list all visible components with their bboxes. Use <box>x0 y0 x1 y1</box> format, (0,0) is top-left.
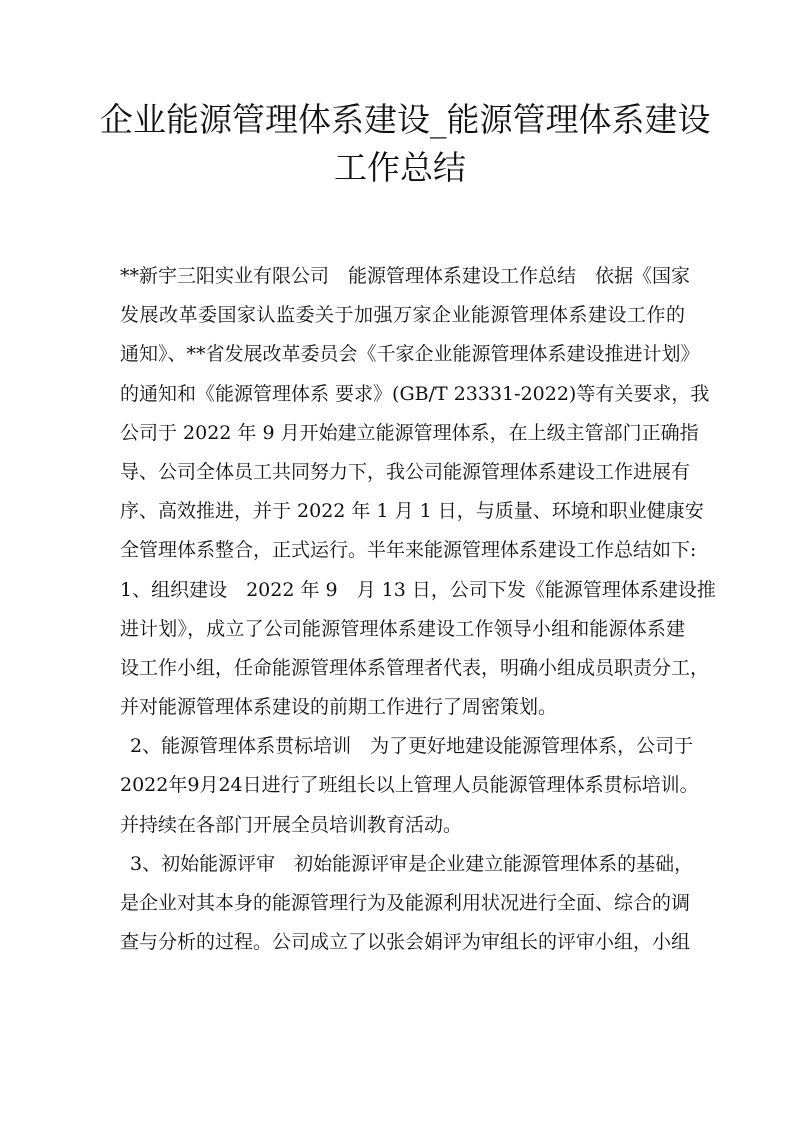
body-line: 设工作小组，任命能源管理体系管理者代表，明确小组成员职责分工， <box>120 656 710 679</box>
body-line: 并持续在各部门开展全员培训教育活动。 <box>120 813 463 836</box>
body-line: 公司于 2022 年 9 月开始建立能源管理体系，在上级主管部门正确指 <box>120 421 699 444</box>
title-line-1: 企业能源管理体系建设_能源管理体系建设 <box>100 100 711 139</box>
body-line: 3、初始能源评审 初始能源评审是企业建立能源管理体系的基础， <box>130 852 694 875</box>
body-line: 并对能源管理体系建设的前期工作进行了周密策划。 <box>120 696 558 719</box>
body-line: 导、公司全体员工共同努力下，我公司能源管理体系建设工作进展有 <box>120 460 691 483</box>
body-line: 查与分析的过程。公司成立了以张会娟评为审组长的评审小组，小组 <box>120 931 691 954</box>
body-line: 序、高效推进，并于 2022 年 1 月 1 日，与质量、环境和职业健康安 <box>120 500 704 523</box>
body-line: 发展改革委国家认监委关于加强万家企业能源管理体系建设工作的 <box>120 304 685 327</box>
body-line: 的通知和《能源管理体系 要求》(GB/T 23331-2022)等有关要求，我 <box>120 382 710 405</box>
body-line: 2、能源管理体系贯标培训 为了更好地建设能源管理体系，公司于 <box>130 735 694 758</box>
body-line: 进计划》，成立了公司能源管理体系建设工作领导小组和能源体系建 <box>120 617 685 640</box>
body-line: 通知》、**省发展改革委员会《千家企业能源管理体系建设推进计划》 <box>120 343 700 366</box>
document-body <box>120 257 716 962</box>
body-line: 是企业对其本身的能源管理行为及能源利用状况进行全面、综合的调 <box>120 892 691 914</box>
body-line: 1、组织建设 2022 年 9 月 13 日，公司下发《能源管理体系建设推 <box>120 578 716 601</box>
document-title <box>100 96 711 192</box>
body-line: 全管理体系整合，正式运行。半年来能源管理体系建设工作总结如下: <box>120 539 697 562</box>
body-line: **新宇三阳实业有限公司 能源管理体系建设工作总结 依据《国家 <box>120 265 691 287</box>
title-line-2: 工作总结 <box>334 148 466 187</box>
body-line: 2022年9月24日进行了班组长以上管理人员能源管理体系贯标培训。 <box>120 774 699 797</box>
